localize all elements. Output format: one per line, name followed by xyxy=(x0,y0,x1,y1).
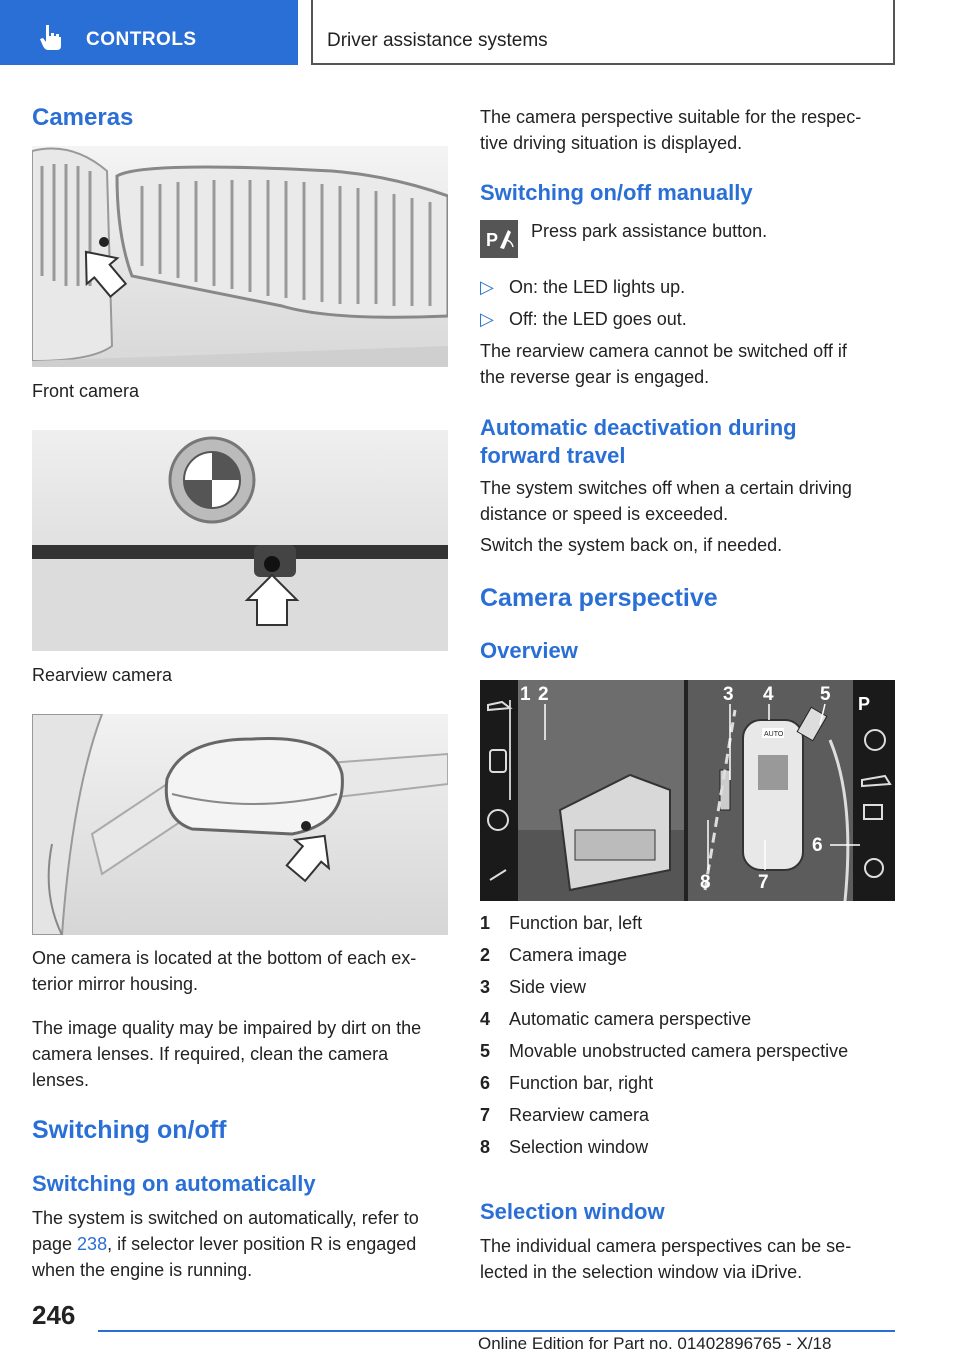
reverse-paragraph xyxy=(480,338,847,390)
deactivation-paragraph xyxy=(480,475,852,527)
camera-perspective-heading: Camera perspective xyxy=(480,584,718,612)
side-camera-image xyxy=(32,714,448,935)
legend-number: 6 xyxy=(480,1073,491,1093)
legend-item: Rearview camera xyxy=(509,1105,650,1125)
quality-line-3: lenses. xyxy=(32,1070,90,1090)
mirror-line-1: One camera is located at the bottom of each ex- xyxy=(32,948,417,968)
bullet-1: On: the LED lights up. xyxy=(509,277,686,297)
chapter-header xyxy=(311,0,895,65)
legend-item: Movable unobstructed camera perspective xyxy=(509,1041,849,1061)
bullet-2: Off: the LED goes out. xyxy=(509,309,687,329)
screen-label-5: 5 xyxy=(820,684,831,705)
rear-camera-image xyxy=(32,430,448,651)
cameras-heading: Cameras xyxy=(32,104,134,131)
selection-line-2: lected in the selection window via iDrive. xyxy=(480,1262,803,1282)
switching-heading: Switching on/off xyxy=(32,1116,227,1144)
reverse-line-2: the reverse gear is engaged. xyxy=(480,367,710,387)
park-assist-button-icon xyxy=(480,220,518,258)
screen-label-4: 4 xyxy=(763,684,774,705)
legend-item: Camera image xyxy=(509,945,628,965)
hand-pointer-icon xyxy=(36,22,66,52)
legend-number: 2 xyxy=(480,945,491,965)
deact-heading-line-1: Automatic deactivation during xyxy=(480,415,797,440)
legend-number: 4 xyxy=(480,1009,491,1029)
page-link[interactable]: 238 xyxy=(77,1234,108,1254)
quality-line-2: camera lenses. If required, clean the camera xyxy=(32,1044,389,1064)
legend-item: Automatic camera perspective xyxy=(509,1009,752,1029)
screen-label-6: 6 xyxy=(812,835,823,856)
quality-line-1: The image quality may be impaired by dirt on the xyxy=(32,1018,422,1038)
screen-label-2: 2 xyxy=(538,684,549,705)
perspective-paragraph xyxy=(480,104,861,156)
svg-text:P: P xyxy=(486,230,499,250)
persp-line-2: tive driving situation is displayed. xyxy=(480,133,743,153)
deactivation-heading xyxy=(480,414,797,470)
quality-paragraph xyxy=(32,1015,421,1093)
legend-number: 7 xyxy=(480,1105,491,1125)
section-tab[interactable] xyxy=(0,0,298,65)
chapter-title: Driver assistance systems xyxy=(327,30,548,51)
footer-divider xyxy=(98,1330,895,1332)
auto-on-line-2: page 238, if selector lever position R is engaged xyxy=(32,1234,417,1254)
legend-item: Side view xyxy=(509,977,587,997)
selection-line-1: The individual camera perspectives can be se- xyxy=(480,1236,852,1256)
screen-label-7: 7 xyxy=(758,872,769,893)
auto-on-heading: Switching on automatically xyxy=(32,1171,316,1196)
legend-item: Selection window xyxy=(509,1137,649,1157)
auto-on-paragraph xyxy=(32,1205,419,1283)
overview-heading: Overview xyxy=(480,638,578,663)
persp-line-1: The camera perspective suitable for the respec- xyxy=(480,107,862,127)
mirror-paragraph xyxy=(32,945,416,997)
selection-heading: Selection window xyxy=(480,1199,665,1224)
legend-number: 1 xyxy=(480,913,491,933)
deact-line-1: The system switches off when a certain driving xyxy=(480,478,852,498)
legend-number: 3 xyxy=(480,977,491,997)
legend-item: Function bar, right xyxy=(509,1073,654,1093)
screen-label-1: 1 xyxy=(520,684,531,705)
mirror-line-2: terior mirror housing. xyxy=(32,974,199,994)
front-camera-caption: Front camera xyxy=(32,381,140,401)
rear-camera-caption: Rearview camera xyxy=(32,665,173,685)
bullet-icon-1: ▷ xyxy=(480,277,494,297)
camera-screen-image xyxy=(480,680,895,901)
front-camera-image xyxy=(32,146,448,367)
reverse-line-1: The rearview camera cannot be switched off if xyxy=(480,341,847,361)
screen-label-3: 3 xyxy=(723,684,734,705)
deact-line-2: distance or speed is exceeded. xyxy=(480,504,729,524)
manual-heading: Switching on/off manually xyxy=(480,180,753,205)
bullet-icon-2: ▷ xyxy=(480,309,494,329)
press-button-text: Press park assistance button. xyxy=(531,221,768,241)
selection-paragraph xyxy=(480,1233,851,1285)
deact-heading-line-2: forward travel xyxy=(480,443,626,468)
page-number: 246 xyxy=(32,1300,76,1330)
auto-on-line-3: when the engine is running. xyxy=(32,1260,253,1280)
edition-text: Online Edition for Part no. 01402896765 - X/18 xyxy=(478,1334,832,1353)
screen-p-label: P xyxy=(858,694,871,714)
legend-number: 5 xyxy=(480,1041,491,1061)
screen-label-8: 8 xyxy=(700,872,711,893)
auto-on-line-1: The system is switched on automatically, refer to xyxy=(32,1208,419,1228)
legend-item: Function bar, left xyxy=(509,913,643,933)
screen-auto-label: AUTO xyxy=(764,731,784,738)
section-tab-label: CONTROLS xyxy=(86,29,197,50)
legend-number: 8 xyxy=(480,1137,491,1157)
switch-back-text: Switch the system back on, if needed. xyxy=(480,535,783,555)
